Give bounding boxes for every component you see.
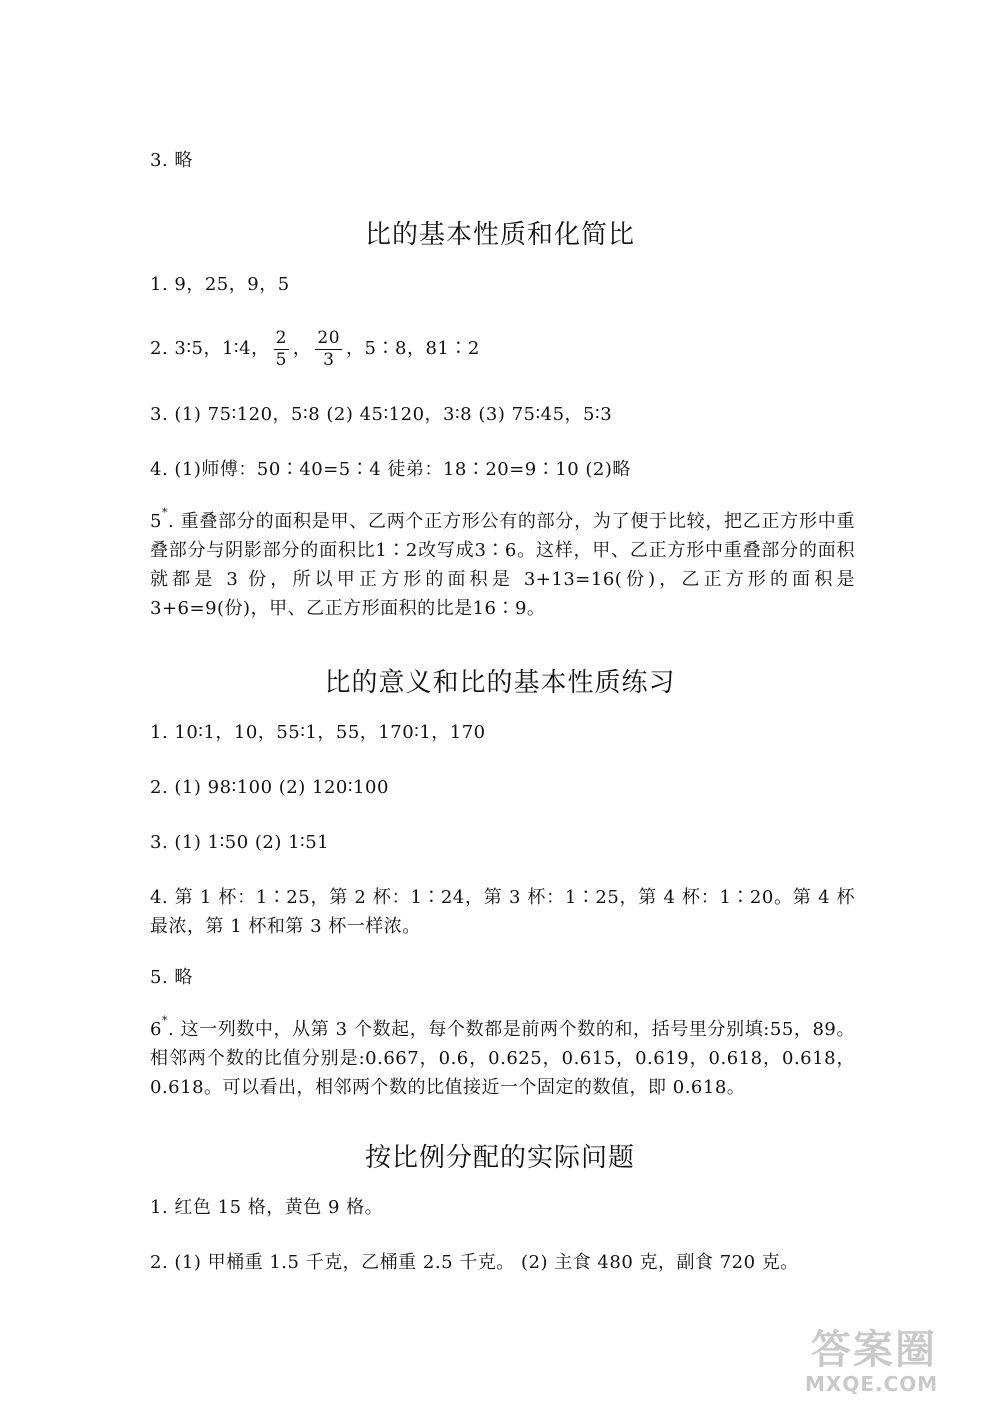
- answer-item-4: 4. 第 1 杯：1∶25，第 2 杯：1∶24，第 3 杯：1∶25，第 4 杯：1∶20。第 4 杯最浓，第 1 杯和第 3 杯一样浓。: [150, 887, 855, 937]
- answer-item-2: 2. (1) 98∶100 (2) 120∶100: [150, 777, 389, 798]
- watermark-url: MXQE.COM: [805, 1372, 939, 1396]
- watermark-logo-text: 答案圈: [811, 1327, 937, 1373]
- answer-item-5: [150, 507, 855, 623]
- answer-item-1: 1. 红色 15 格，黄色 9 格。: [150, 1197, 384, 1218]
- answer-item-2-separator: ，: [292, 338, 312, 359]
- answer-item-2-prefix: 2. 3∶5，1∶4，: [150, 338, 270, 359]
- answer-item-6: [150, 1015, 855, 1102]
- fraction-twenty-thirds: [315, 328, 342, 371]
- challenge-star: *: [161, 1014, 168, 1027]
- answer-item-3: 3. (1) 75∶120，5∶8 (2) 45∶120，3∶8 (3) 75∶45，5∶3: [150, 404, 613, 425]
- answer-item-5: 5. 略: [150, 967, 193, 988]
- item-number: 6: [150, 1019, 162, 1040]
- answer-item-2-suffix: ，5∶8，81∶2: [346, 338, 480, 359]
- answer-item-2: [150, 326, 870, 372]
- answer-item-4: 4. (1)师傅：50∶40=5∶4 徒弟：18∶20=9∶10 (2)略: [150, 459, 631, 480]
- answer-item-3: 3. (1) 1∶50 (2) 1∶51: [150, 832, 330, 853]
- answer-item-2: 2. (1) 甲桶重 1.5 千克，乙桶重 2.5 千克。 (2) 主食 480 克，副食 720 克。: [150, 1252, 799, 1273]
- answer-item-1: 1. 10∶1，10，55∶1，55，170∶1，170: [150, 722, 486, 743]
- fraction-denominator: 5: [275, 349, 287, 370]
- item-text: . 这一列数中，从第 3 个数起，每个数都是前两个数的和，括号里分别填:55，89。相邻两个数的比值分别是:0.667，0.6，0.625，0.615，0.619，0.618，0.618，0.618。可以看出，相邻两个数的比值接近一个固定的数值，即 0.618。: [150, 1019, 855, 1098]
- watermark-logo: [805, 1318, 980, 1403]
- answer-item-1: 1. 9，25，9，5: [150, 274, 290, 295]
- section-heading-ratio-meaning-practice: 比的意义和比的基本性质练习: [324, 668, 676, 698]
- section-heading-proportional-distribution: 按比例分配的实际问题: [364, 1143, 635, 1173]
- item-text: . 重叠部分的面积是甲、乙两个正方形公有的部分，为了便于比较，把乙正方形中重叠部分与阴影部分的面积比1∶2改写成3∶6。这样，甲、乙正方形中重叠部分的面积就都是 3 份，所以甲正方形的面积是 3+13=16(份)，乙正方形的面积是 3+6=9(份)，甲、乙正方形面积的比是16∶9。: [150, 511, 855, 619]
- challenge-star: *: [161, 506, 168, 519]
- fraction-two-fifths: [274, 328, 289, 371]
- answer-item-3: 3. 略: [150, 150, 193, 171]
- section-heading-simplify-ratio: 比的基本性质和化简比: [364, 220, 635, 250]
- fraction-denominator: 3: [323, 349, 335, 370]
- fraction-numerator: 20: [317, 327, 341, 348]
- item-number: 5: [150, 511, 162, 532]
- fraction-numerator: 2: [275, 327, 287, 348]
